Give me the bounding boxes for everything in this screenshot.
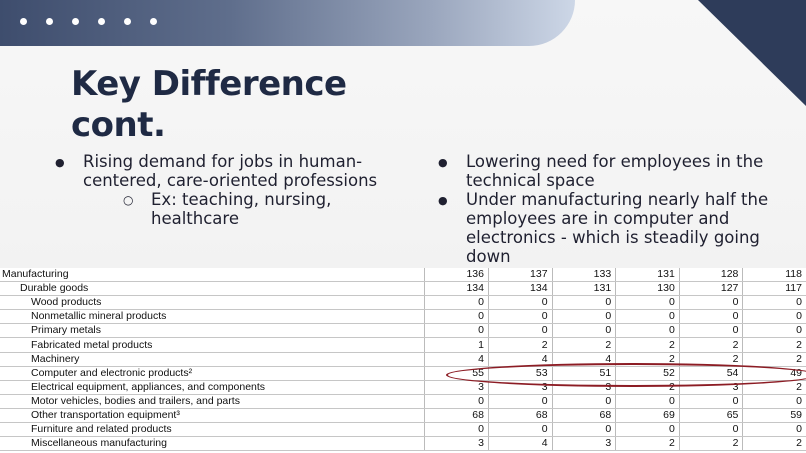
employment-table (0, 268, 806, 451)
dot-icon (46, 18, 53, 25)
title-line-2: cont. (71, 105, 166, 145)
table-cell: 0 (552, 296, 616, 310)
table-cell: 0 (488, 423, 552, 437)
table-cell: 0 (743, 324, 806, 338)
row-label: Fabricated metal products (0, 338, 425, 352)
table-cell: 0 (679, 324, 743, 338)
table-cell: 131 (616, 268, 680, 282)
bullet-item (438, 190, 778, 266)
table-cell: 0 (425, 324, 489, 338)
table-cell: 54 (679, 366, 743, 380)
table-cell: 0 (679, 394, 743, 408)
table-cell: 133 (552, 268, 616, 282)
table-cell: 0 (616, 324, 680, 338)
row-label: Durable goods (0, 282, 425, 296)
table-cell: 52 (616, 366, 680, 380)
table-cell: 0 (616, 394, 680, 408)
table-cell: 137 (488, 268, 552, 282)
table-cell: 118 (743, 268, 806, 282)
table-row (0, 394, 806, 408)
row-label: Electrical equipment, appliances, and components (0, 380, 425, 394)
dot-icon (72, 18, 79, 25)
slide-title (71, 64, 347, 146)
header-band (0, 0, 575, 46)
table-cell: 2 (743, 338, 806, 352)
table-cell: 134 (425, 282, 489, 296)
table-cell: 3 (552, 380, 616, 394)
table-cell: 4 (488, 352, 552, 366)
table-row (0, 310, 806, 324)
table-cell: 2 (616, 380, 680, 394)
row-label: Miscellaneous manufacturing (0, 437, 425, 451)
table-cell: 0 (679, 310, 743, 324)
table-cell: 0 (743, 423, 806, 437)
row-label: Nonmetallic mineral products (0, 310, 425, 324)
table-cell: 2 (616, 437, 680, 451)
row-label: Primary metals (0, 324, 425, 338)
table-cell: 0 (679, 296, 743, 310)
sub-bullet-item (123, 190, 400, 228)
table-cell: 2 (616, 352, 680, 366)
sub-bullet-text: Ex: teaching, nursing, healthcare (151, 190, 332, 228)
dot-icon (150, 18, 157, 25)
table-cell: 2 (743, 352, 806, 366)
table-cell: 65 (679, 408, 743, 422)
table-cell: 0 (679, 423, 743, 437)
table-cell: 4 (552, 352, 616, 366)
table-cell: 3 (425, 380, 489, 394)
table-cell: 0 (552, 310, 616, 324)
table-cell: 2 (679, 352, 743, 366)
table-cell: 0 (488, 296, 552, 310)
table-cell: 136 (425, 268, 489, 282)
table-cell: 0 (425, 423, 489, 437)
table-cell: 130 (616, 282, 680, 296)
table-cell: 2 (743, 437, 806, 451)
table-cell: 49 (743, 366, 806, 380)
row-label: Motor vehicles, bodies and trailers, and parts (0, 394, 425, 408)
table-cell: 2 (743, 380, 806, 394)
table-cell: 69 (616, 408, 680, 422)
row-label: Computer and electronic products² (0, 366, 425, 380)
table-cell: 2 (488, 338, 552, 352)
table-cell: 3 (679, 380, 743, 394)
table-cell: 68 (425, 408, 489, 422)
table-cell: 0 (616, 423, 680, 437)
title-line-1: Key Difference (71, 64, 347, 104)
table-cell: 128 (679, 268, 743, 282)
dot-icon (20, 18, 27, 25)
table-row (0, 408, 806, 422)
row-label: Machinery (0, 352, 425, 366)
table-row (0, 296, 806, 310)
table-cell: 2 (552, 338, 616, 352)
table-row (0, 324, 806, 338)
row-label: Furniture and related products (0, 423, 425, 437)
table-cell: 1 (425, 338, 489, 352)
table-cell: 117 (743, 282, 806, 296)
table-cell: 4 (425, 352, 489, 366)
table-cell: 2 (616, 338, 680, 352)
table-cell: 0 (552, 324, 616, 338)
corner-triangle (698, 0, 806, 106)
table-row (0, 268, 806, 282)
left-bullets (55, 152, 400, 228)
table-cell: 0 (552, 423, 616, 437)
table-cell: 0 (616, 296, 680, 310)
table-row (0, 282, 806, 296)
table-row (0, 437, 806, 451)
bullet-text: Under manufacturing nearly half the employees are in computer and electronics - which is steadily going down (466, 190, 769, 266)
bullet-item (438, 152, 778, 190)
row-label: Wood products (0, 296, 425, 310)
bullet-text: Rising demand for jobs in human-centered, care-oriented professions (83, 152, 378, 190)
table-cell: 0 (488, 324, 552, 338)
row-label: Other transportation equipment³ (0, 408, 425, 422)
table-cell: 0 (743, 310, 806, 324)
table-cell: 0 (425, 310, 489, 324)
row-label: Manufacturing (0, 268, 425, 282)
table-cell: 0 (616, 310, 680, 324)
table-cell: 0 (488, 394, 552, 408)
right-bullets (438, 152, 778, 266)
table-cell: 0 (425, 394, 489, 408)
table-cell: 0 (425, 296, 489, 310)
table-cell: 0 (488, 310, 552, 324)
table-cell: 68 (488, 408, 552, 422)
table-cell: 2 (679, 338, 743, 352)
table-cell: 3 (425, 437, 489, 451)
table-cell: 3 (552, 437, 616, 451)
highlight-ellipse (446, 363, 806, 387)
table-cell: 2 (679, 437, 743, 451)
table-cell: 55 (425, 366, 489, 380)
bullet-text: Lowering need for employees in the technical space (466, 152, 764, 190)
table-cell: 68 (552, 408, 616, 422)
table-row (0, 423, 806, 437)
table-cell: 0 (552, 394, 616, 408)
table-cell: 3 (488, 380, 552, 394)
table-cell: 0 (743, 296, 806, 310)
table-cell: 59 (743, 408, 806, 422)
table-cell: 4 (488, 437, 552, 451)
table-cell: 127 (679, 282, 743, 296)
table-cell: 51 (552, 366, 616, 380)
dot-icon (98, 18, 105, 25)
table-cell: 134 (488, 282, 552, 296)
decorative-dots (20, 18, 157, 25)
employment-table-image (0, 268, 806, 453)
table-row (0, 338, 806, 352)
bullet-item (55, 152, 400, 228)
dot-icon (124, 18, 131, 25)
table-cell: 0 (743, 394, 806, 408)
table-cell: 53 (488, 366, 552, 380)
table-cell: 131 (552, 282, 616, 296)
